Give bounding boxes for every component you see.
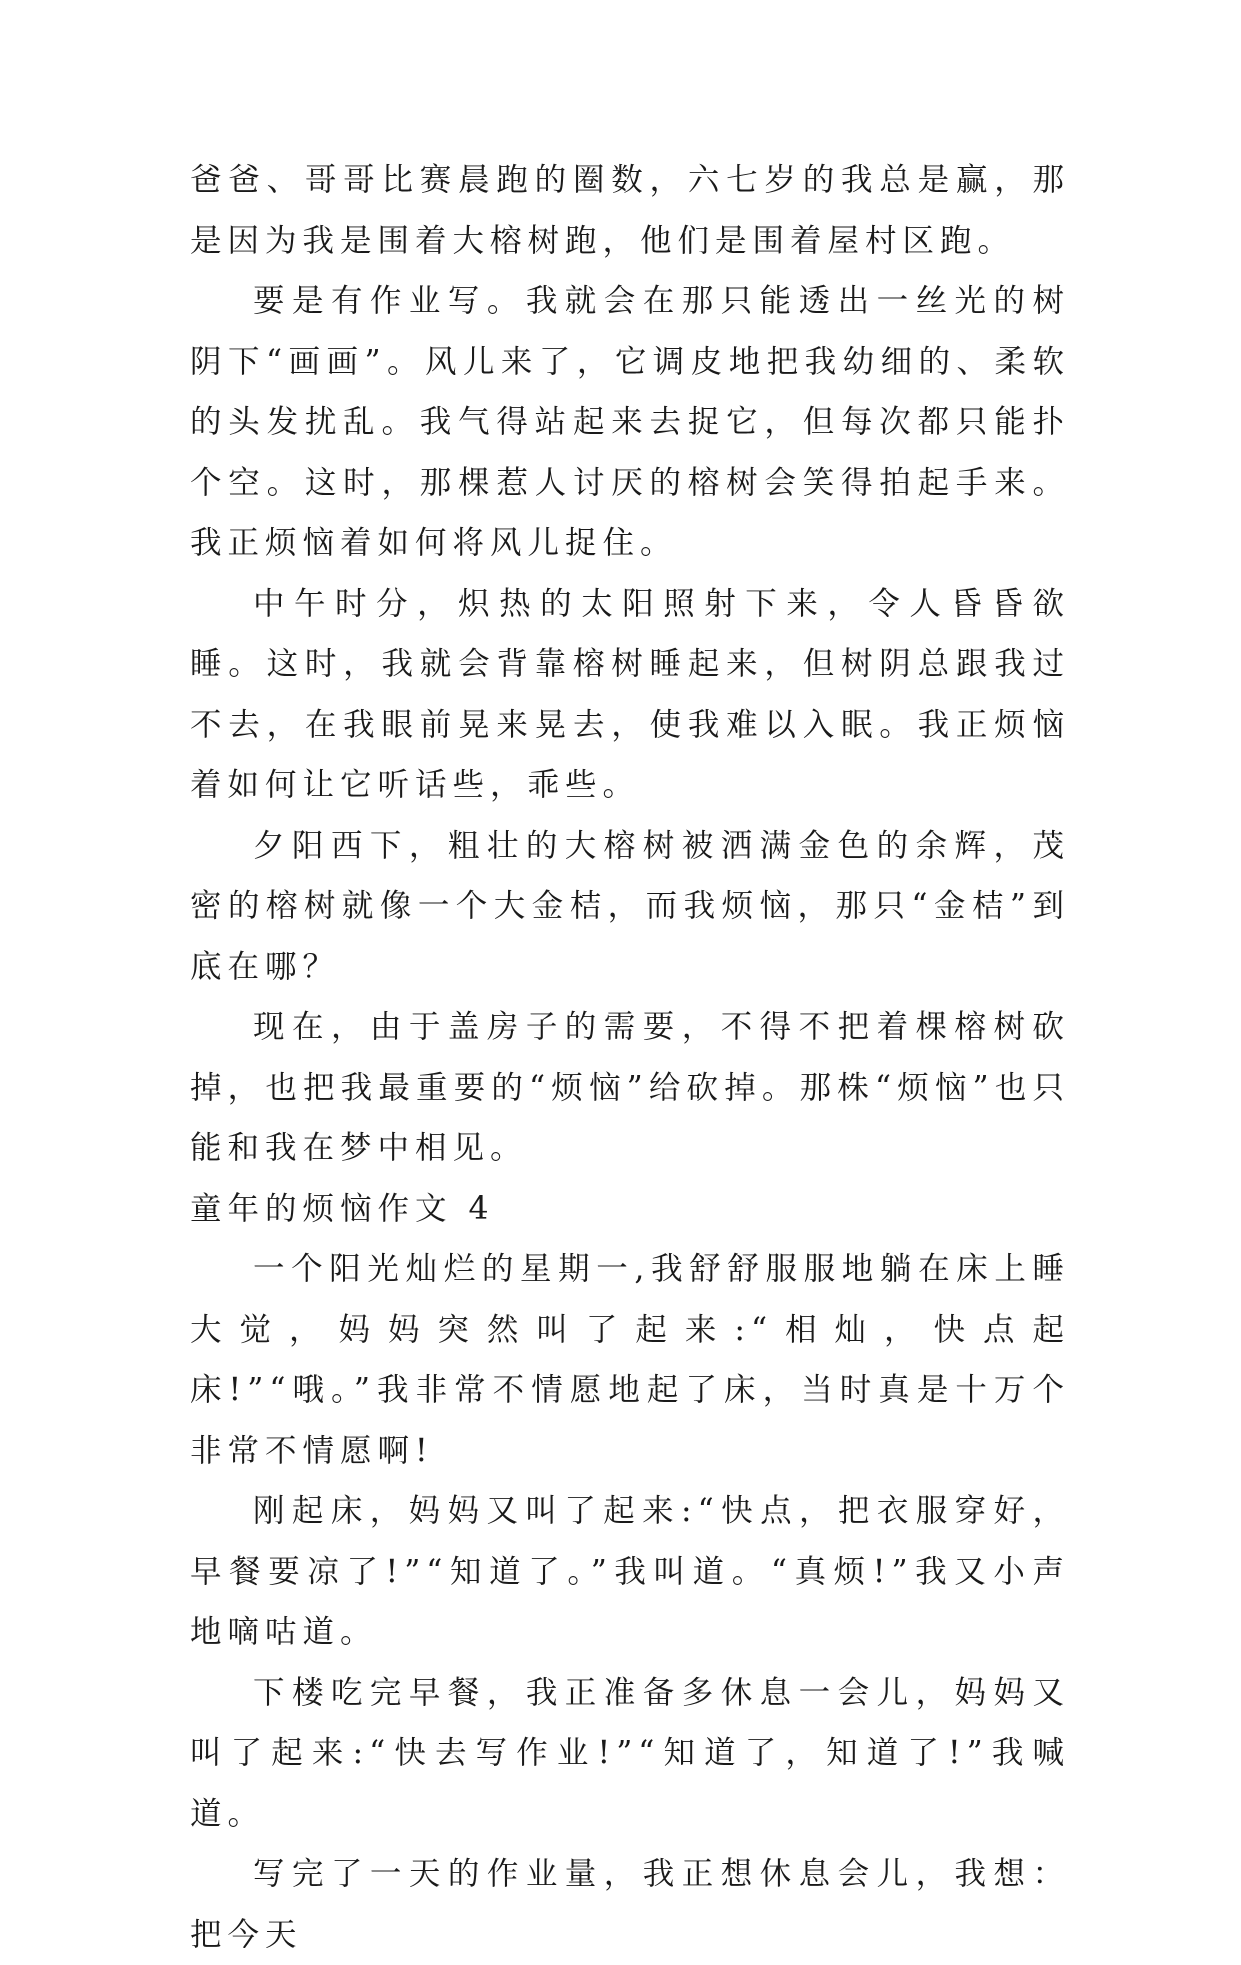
paragraph: 一个阳光灿烂的星期一,我舒舒服服地躺在床上睡大觉，妈妈突然叫了起来:“相灿，快点起床!”“哦。”我非常不情愿地起了床，当时真是十万个非常不情愿啊! [190,1251,1070,1469]
document-page [190,150,1070,1965]
paragraph: 现在，由于盖房子的需要，不得不把着棵榕树砍掉，也把我最重要的“烦恼”给砍掉。那株“烦恼”也只能和我在梦中相见。 [190,1009,1070,1166]
paragraph-truncated: 写完了一天的作业量，我正想休息会儿，我想：把今天 [190,1856,1070,1953]
paragraph: 要是有作业写。我就会在那只能透出一丝光的树阴下“画画”。风儿来了，它调皮地把我幼细的、柔软的头发扰乱。我气得站起来去捉它，但每次都只能扑个空。这时，那棵惹人讨厌的榕树会笑得拍起手来。我正烦恼着如何将风儿捉住。 [190,283,1070,561]
paragraph: 刚起床，妈妈又叫了起来:“快点，把衣服穿好，早餐要凉了!”“知道了。”我叫道。“真烦!”我又小声地嘀咕道。 [190,1493,1070,1650]
paragraph: 夕阳西下，粗壮的大榕树被洒满金色的余辉，茂密的榕树就像一个大金桔，而我烦恼，那只“金桔”到底在哪？ [190,827,1070,985]
paragraph: 下楼吃完早餐，我正准备多休息一会儿，妈妈又叫了起来:“快去写作业!”“知道了，知道了!”我喊道。 [190,1674,1070,1832]
paragraph-continuation: 爸爸、哥哥比赛晨跑的圈数，六七岁的我总是赢，那是因为我是围着大榕树跑，他们是围着屋村区跑。 [190,162,1070,259]
paragraph: 中午时分，炽热的太阳照射下来，令人昏昏欲睡。这时，我就会背靠榕树睡起来，但树阴总跟我过不去，在我眼前晃来晃去，使我难以入眠。我正烦恼着如何让它听话些，乖些。 [190,585,1070,803]
section-heading: 童年的烦恼作文 4 [190,1190,495,1227]
